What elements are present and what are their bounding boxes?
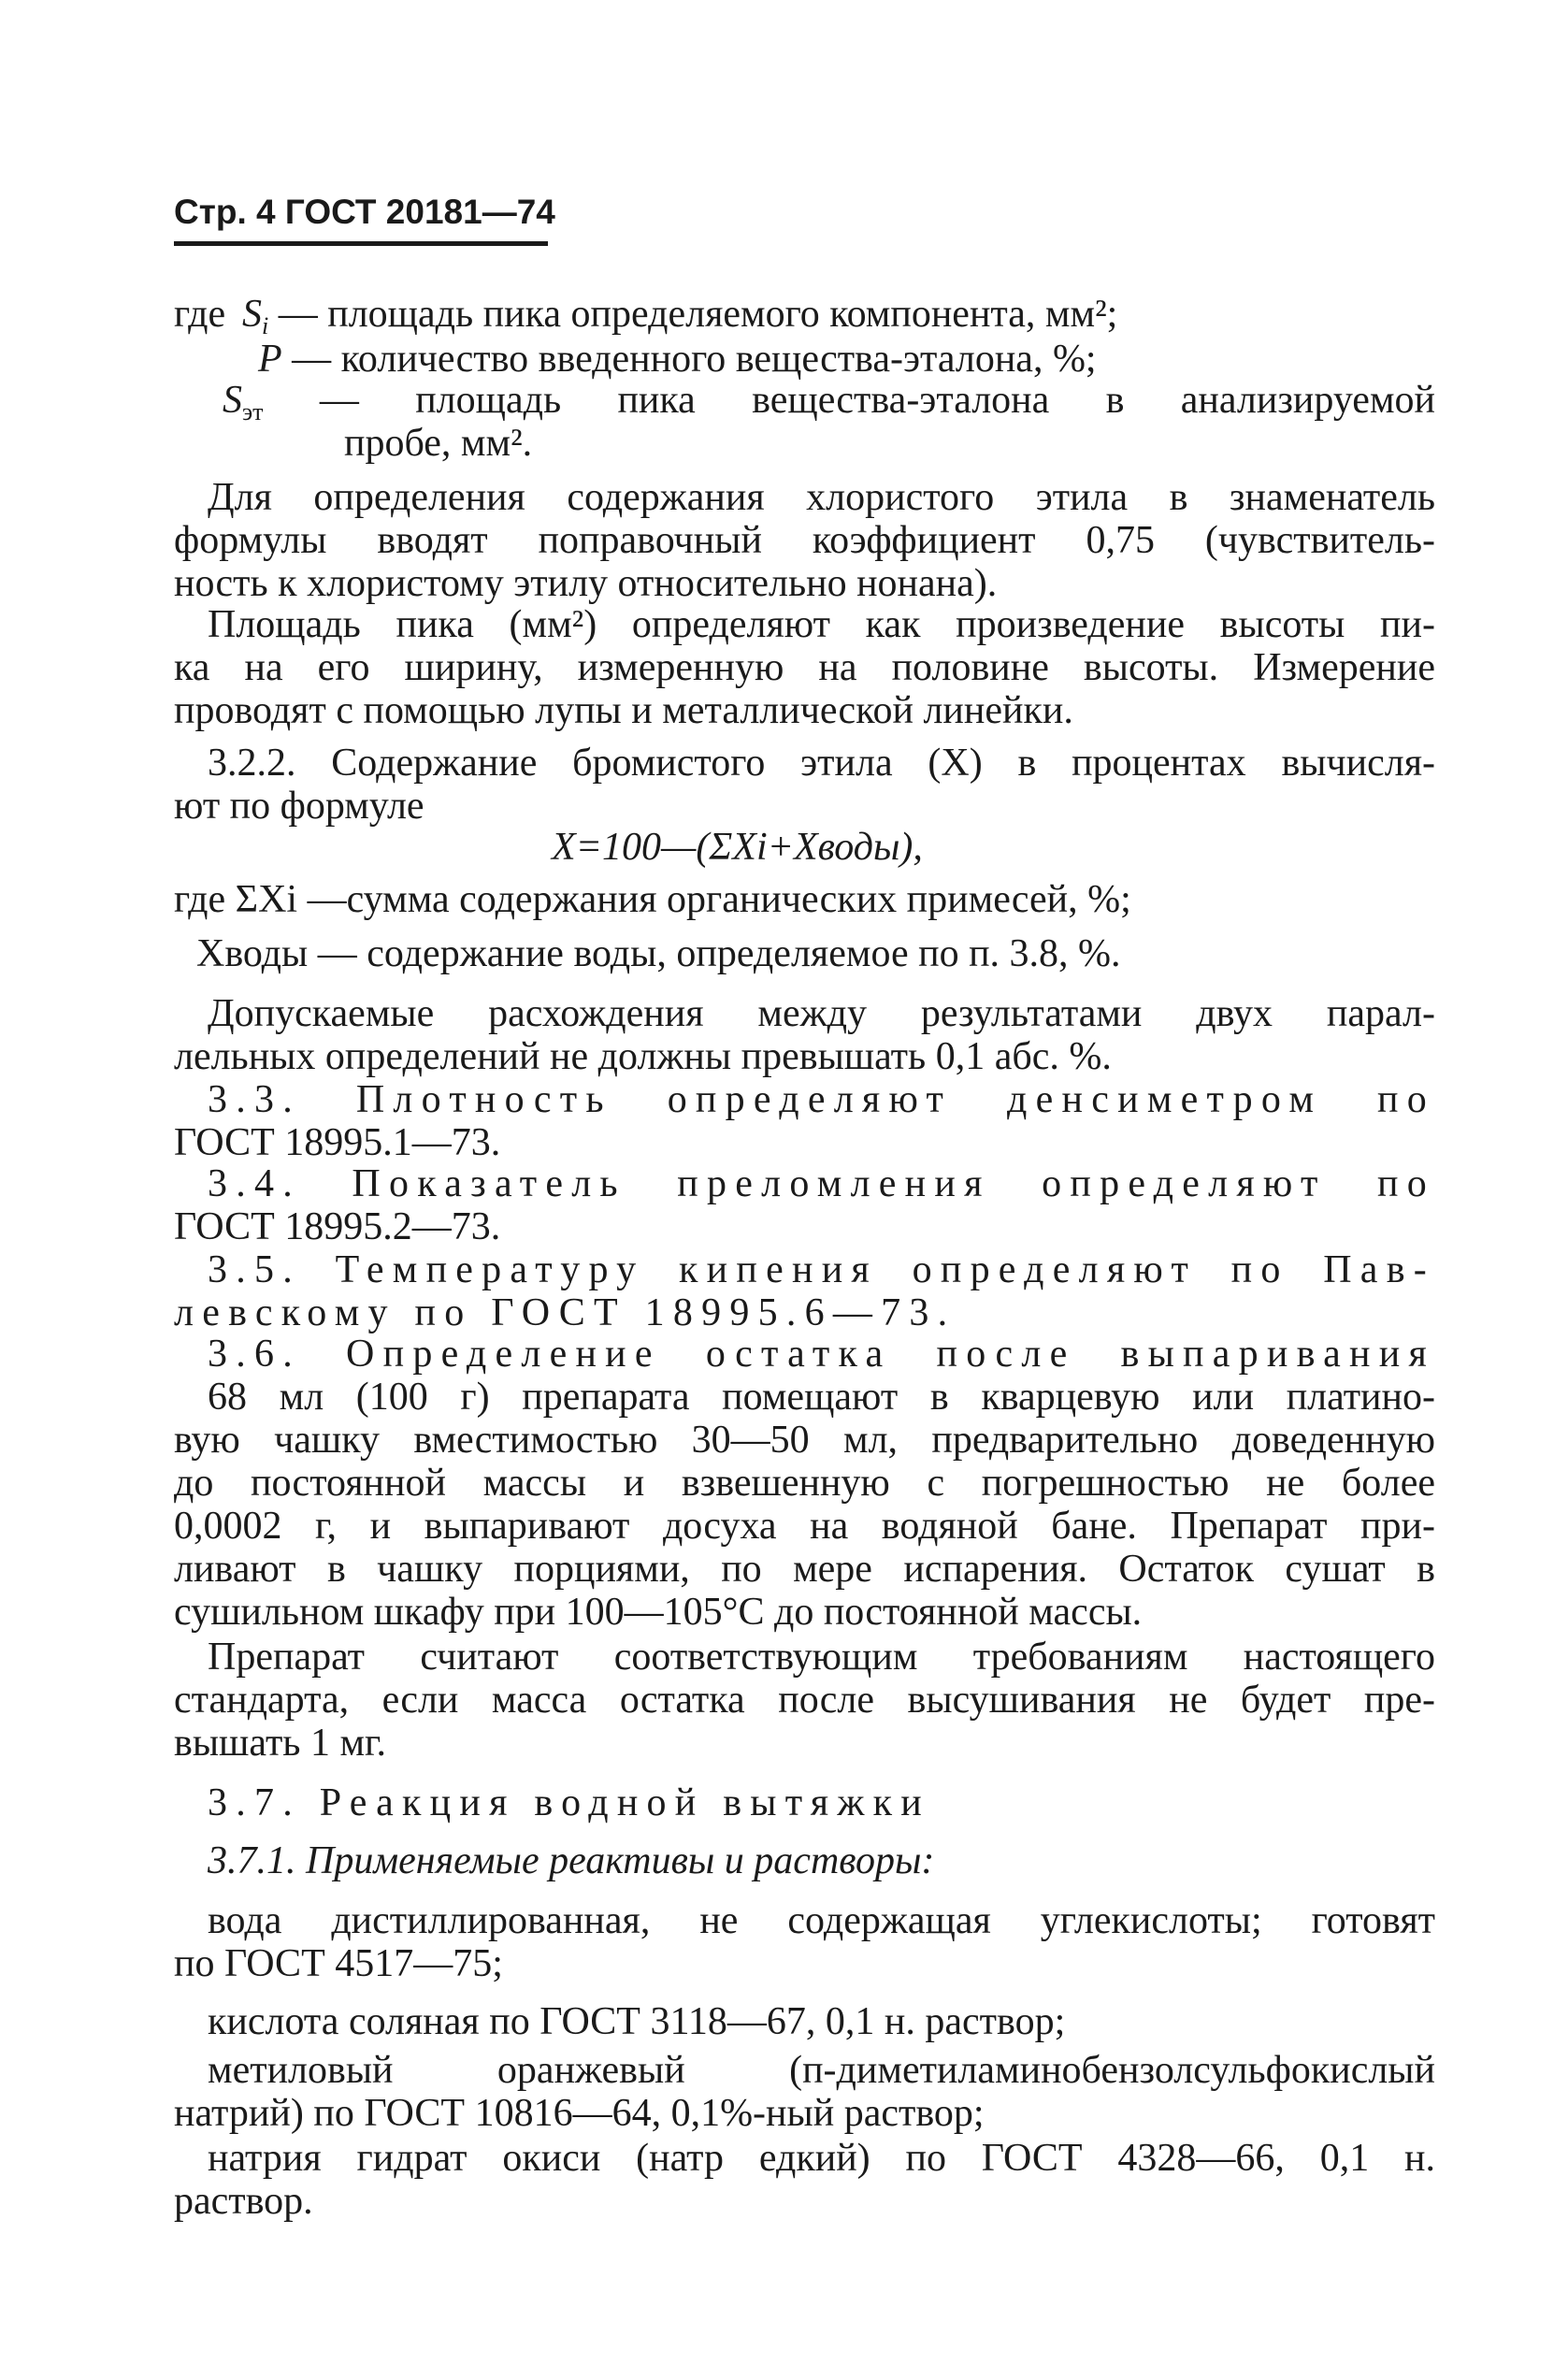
para3-line: Допускаемые расхождения между результатами двух парал-: [208, 992, 1435, 1035]
para1-line: ность к хлористому этилу относительно нонана).: [174, 562, 998, 605]
s322-line: 3.2.2. Содержание бромистого этила (X) в процентах вычисля-: [208, 742, 1435, 785]
legend-text: — площадь пика определяемого компонента, мм²;: [278, 293, 1118, 336]
s34-line: ГОСТ 18995.2—73.: [174, 1205, 501, 1248]
reagent-line: натрий) по ГОСТ 10816—64, 0,1%-ный раствор;: [174, 2092, 985, 2135]
formula: X=100—(ΣXi+Xводы),: [552, 826, 923, 869]
legend-row-2: [258, 337, 1097, 382]
s36-line: вую чашку вместимостью 30—50 мл, предварительно доведенную: [174, 1419, 1435, 1462]
para1-line: формулы вводят поправочный коэффициент 0,75 (чувствитель-: [174, 519, 1435, 562]
s36-para-line: стандарта, если масса остатка после высушивания не будет пре-: [174, 1679, 1435, 1722]
reagent-line: по ГОСТ 4517—75;: [174, 1942, 503, 1985]
para1-line: Для определения содержания хлористого этила в знаменатель: [208, 476, 1435, 519]
para3-line: лельных определений не должны превышать 0,1 абс. %.: [174, 1035, 1112, 1078]
legend-symbol: S: [223, 379, 242, 422]
legend-prefix: где: [174, 293, 226, 336]
s33-line: 3.3. Плотность определяют денсиметром по: [208, 1078, 1435, 1121]
s36-line: 0,0002 г, и выпаривают досуха на водяной бане. Препарат при-: [174, 1505, 1435, 1548]
s371-title: 3.7.1. Применяемые реактивы и растворы:: [208, 1839, 935, 1882]
legend-symbol: P: [258, 338, 282, 381]
s36-line: ливают в чашку порциями, по мере испарения. Остаток сушат в: [174, 1548, 1435, 1591]
legend-row-3b: пробе, мм².: [344, 422, 533, 465]
s36-line: 68 мл (100 г) препарата помещают в кварцевую или платино-: [208, 1376, 1435, 1419]
formula-where-1: где ΣXi —сумма содержания органических примесей, %;: [174, 878, 1131, 921]
s33-line: ГОСТ 18995.1—73.: [174, 1121, 501, 1164]
s36-para-line: Препарат считают соответствующим требованиям настоящего: [208, 1636, 1435, 1679]
legend-text: — количество введенного вещества-эталона, %;: [292, 338, 1097, 381]
formula-where-2: Xводы — содержание воды, определяемое по п. 3.8, %.: [196, 932, 1121, 975]
s36-line: до постоянной массы и взвешенную с погрешностью не более: [174, 1462, 1435, 1505]
para2-line: Площадь пика (мм²) определяют как произведение высоты пи-: [208, 603, 1435, 646]
s34-line: 3.4. Показатель преломления определяют по: [208, 1162, 1435, 1205]
legend-symbol: S: [242, 293, 262, 336]
s36-title: 3.6. Определение остатка после выпаривания: [208, 1333, 1435, 1376]
legend-subscript: i: [262, 312, 269, 339]
s36-line: сушильном шкафу при 100—105°С до постоянной массы.: [174, 1591, 1143, 1634]
reagent-line: раствор.: [174, 2180, 313, 2223]
legend-row-3: [223, 378, 1435, 423]
s35-line: левскому по ГОСТ 18995.6—73.: [174, 1291, 957, 1334]
s35-line: 3.5. Температуру кипения определяют по Пав-: [208, 1248, 1435, 1291]
s322-line: ют по формуле: [174, 785, 424, 828]
para2-line: проводят с помощью лупы и металлической линейки.: [174, 689, 1073, 732]
s36-para-line: вышать 1 мг.: [174, 1722, 387, 1765]
legend-text: — площадь пика вещества-эталона в анализируемой: [319, 379, 1435, 422]
para2-line: ка на его ширину, измеренную на половине высоты. Измерение: [174, 646, 1435, 689]
legend-row-1: [242, 292, 1117, 337]
running-head: Стр. 4 ГОСТ 20181—74: [174, 193, 555, 231]
s37-title: 3.7. Реакция водной вытяжки: [208, 1781, 930, 1824]
legend-subscript: эт: [242, 398, 264, 425]
reagent-line: метиловый оранжевый (п-диметиламинобензолсульфокислый: [208, 2049, 1435, 2092]
reagent-line: кислота соляная по ГОСТ 3118—67, 0,1 н. раствор;: [208, 2000, 1066, 2043]
header-rule: [174, 241, 548, 246]
reagent-line: натрия гидрат окиси (натр едкий) по ГОСТ 4328—66, 0,1 н.: [208, 2137, 1435, 2180]
reagent-line: вода дистиллированная, не содержащая углекислоты; готовят: [208, 1899, 1435, 1942]
